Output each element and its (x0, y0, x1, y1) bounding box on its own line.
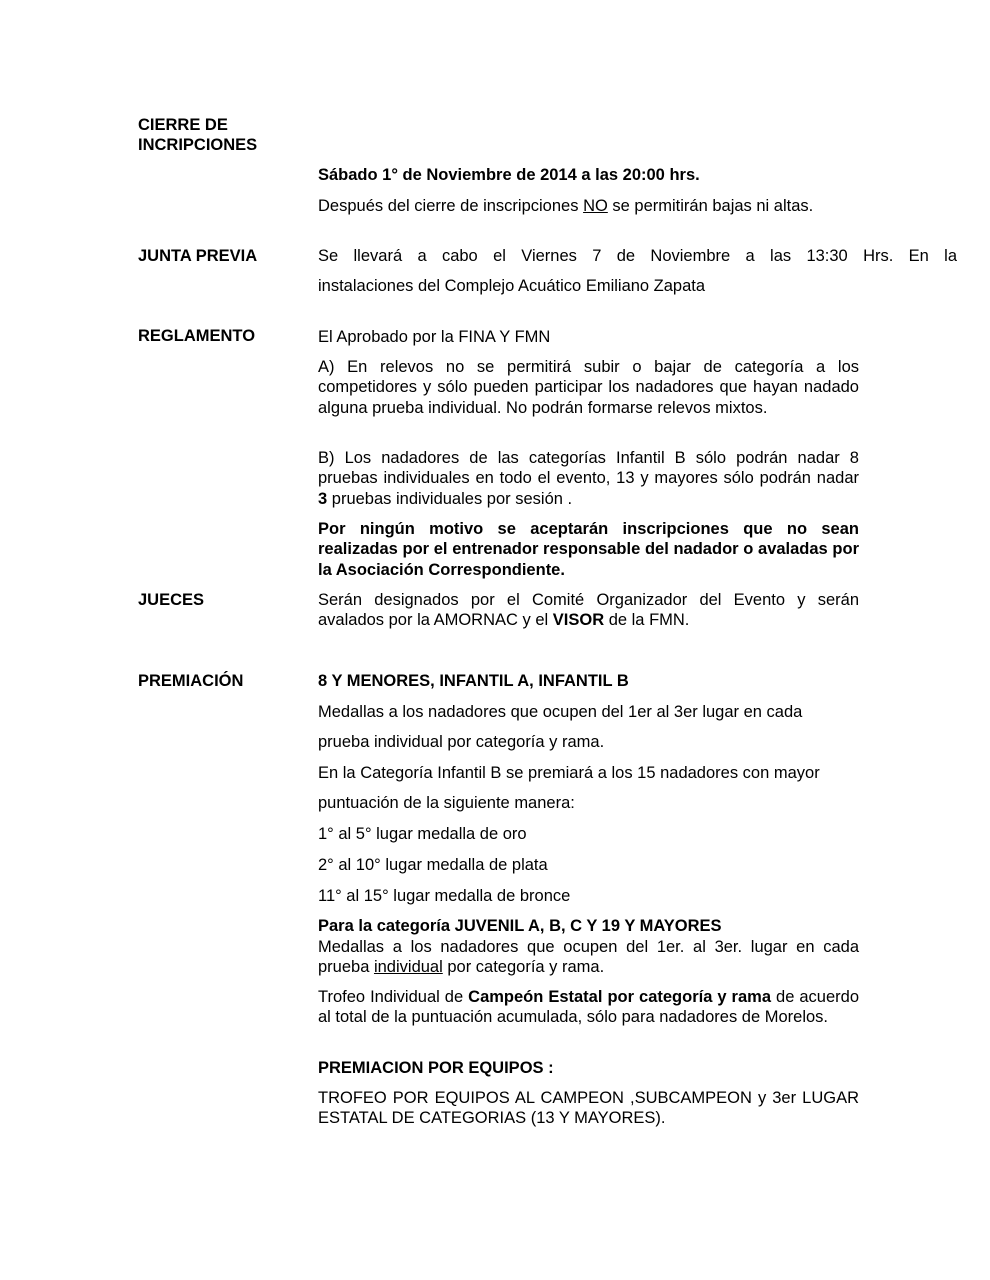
junta-label: JUNTA PREVIA (138, 247, 258, 265)
reglamento-warning: Por ningún motivo se aceptarán inscripciones que no sean realizadas por el entrenador responsable del nadador o avaladas por la Asociación Correspondiente. (318, 520, 859, 579)
premiacion-oro: 1° al 5° lugar medalla de oro (318, 825, 527, 843)
premiacion-trofeo (318, 987, 859, 1028)
junta-line1: Se llevará a cabo el Viernes 7 de Noviembre a las 13:30 Hrs. En la (318, 247, 957, 265)
reglamento-b-pre: B) Los nadadores de las categorías Infantil B sólo podrán nadar 8 pruebas individuales en todo el evento, 13 y mayores sólo podrán nadar (318, 449, 859, 488)
cierre-label-line2: INCRIPCIONES (138, 136, 258, 154)
cierre-label-line1: CIERRE DE (138, 116, 228, 134)
premiacion-trofeo-post: de acuerdo al total de la puntuación acumulada, sólo para nadadores de Morelos. (318, 988, 859, 1027)
cierre-note (318, 196, 859, 216)
premiacion-juvenil-text (318, 937, 859, 978)
reglamento-label: REGLAMENTO (138, 327, 256, 345)
reglamento-point-b (318, 448, 859, 509)
premiacion-plata: 2° al 10° lugar medalla de plata (318, 856, 548, 874)
jueces-text-bold: VISOR (552, 611, 605, 630)
premiacion-heading: 8 Y MENORES, INFANTIL A, INFANTIL B (318, 672, 629, 690)
reglamento-point-a: A) En relevos no se permitirá subir o bajar de categoría a los competidores y sólo pueden participar los nadadores que hayan nadado alguna prueba individual. No podrán formarse relevos mixtos. (318, 358, 859, 417)
cierre-label (138, 115, 308, 155)
premiacion-trofeo-bold: Campeón Estatal por categoría y rama (468, 988, 772, 1006)
cierre-date: Sábado 1° de Noviembre de 2014 a las 20:00 hrs. (318, 166, 700, 184)
premiacion-equipos-text: TROFEO POR EQUIPOS AL CAMPEON ,SUBCAMPEON y 3er LUGAR ESTATAL DE CATEGORIAS (13 Y MAYORES). (318, 1089, 859, 1128)
premiacion-medals-line1: Medallas a los nadadores que ocupen del 1er al 3er lugar en cada (318, 703, 803, 721)
cierre-note-post: se permitirán bajas ni altas. (607, 197, 814, 215)
premiacion-infantil-line2: puntuación de la siguiente manera: (318, 794, 575, 812)
premiacion-label: PREMIACIÓN (138, 672, 244, 690)
premiacion-medals-line2: prueba individual por categoría y rama. (318, 733, 605, 751)
reglamento-b-post: pruebas individuales por sesión . (327, 489, 573, 508)
premiacion-juvenil-pre: Medallas a los nadadores que ocupen del 1er. al 3er. lugar en cada prueba (318, 938, 859, 977)
cierre-note-no: NO (583, 197, 608, 215)
jueces-text (318, 590, 859, 631)
premiacion-juvenil-heading: Para la categoría JUVENIL A, B, C Y 19 Y MAYORES (318, 917, 722, 935)
junta-line2: instalaciones del Complejo Acuático Emiliano Zapata (318, 277, 706, 295)
cierre-note-pre: Después del cierre de inscripciones (318, 197, 584, 215)
jueces-text-pre: Serán designados por el Comité Organizador del Evento y serán avalados por la AMORNAC y el (318, 591, 859, 630)
premiacion-juvenil-post: por categoría y rama. (442, 958, 605, 977)
jueces-text-post: de la FMN. (604, 611, 690, 630)
premiacion-juvenil-underline: individual (373, 958, 443, 977)
reglamento-b-bold: 3 (318, 489, 328, 508)
reglamento-intro: El Aprobado por la FINA Y FMN (318, 328, 551, 346)
premiacion-bronce: 11° al 15° lugar medalla de bronce (318, 887, 571, 905)
jueces-label: JUECES (138, 591, 205, 609)
premiacion-equipos-heading: PREMIACION POR EQUIPOS : (318, 1059, 554, 1077)
premiacion-trofeo-pre: Trofeo Individual de (318, 988, 469, 1006)
premiacion-infantil-line1: En la Categoría Infantil B se premiará a los 15 nadadores con mayor (318, 764, 820, 782)
